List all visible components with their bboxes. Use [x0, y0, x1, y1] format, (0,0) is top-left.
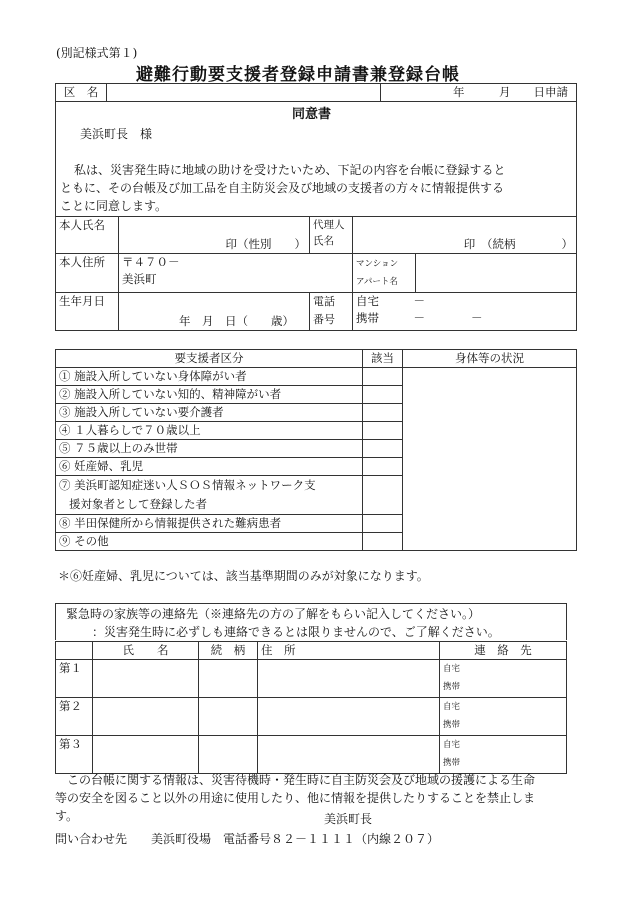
name-label: 本人氏名 [56, 217, 119, 254]
usage-notice [55, 771, 585, 825]
applicable-checkbox[interactable] [363, 440, 403, 458]
relation-header: 続 柄 [199, 642, 258, 660]
contact-row-label: 第２ [56, 698, 93, 736]
support-item: ④ １人暮らしで７０歳以上 [56, 422, 363, 440]
postal-code: 〒４７０－ [122, 255, 180, 269]
district-input[interactable] [107, 84, 381, 102]
applicable-checkbox[interactable] [363, 515, 403, 533]
town-name: 美浜町 [122, 272, 157, 286]
district-date-row [55, 83, 577, 102]
support-item: ② 施設入所していない知的、精神障がい者 [56, 386, 363, 404]
address-input[interactable] [258, 660, 440, 698]
support-category-table [55, 349, 577, 551]
applicable-checkbox[interactable] [363, 476, 403, 515]
contact-row-label: 第３ [56, 736, 93, 774]
support-item: ⑤ ７５歳以上のみ世帯 [56, 440, 363, 458]
applicable-checkbox[interactable] [363, 533, 403, 551]
consent-line-3: ことに同意します。 [60, 199, 168, 213]
application-date[interactable]: 年 月 日申請 [381, 84, 577, 102]
consent-heading: 同意書 [292, 107, 332, 122]
apartment-label: マンション アパート名 [353, 254, 416, 292]
applicable-checkbox[interactable] [363, 422, 403, 440]
phone-input[interactable] [353, 293, 577, 331]
applicable-checkbox[interactable] [363, 458, 403, 476]
support-item: ⑧ 半田保健所から情報提供された難病患者 [56, 515, 363, 533]
proxy-label: 代理人 氏名 [310, 217, 353, 254]
consent-line-2: ともに、その台帳及び加工品を自主防災会及び地域の支援者の方々に情報提供する [60, 181, 505, 195]
support-note: ＊⑥妊産婦、乳児については、該当基準期間のみが対象になります。 [58, 569, 429, 583]
row-label-header [56, 642, 93, 660]
page-title: 避難行動要支援者登録申請書兼登録台帳 [136, 65, 460, 85]
address-input[interactable] [119, 254, 353, 293]
home-phone: 自宅 － [356, 294, 425, 308]
form-number: (別記様式第１) [56, 46, 138, 60]
applicable-checkbox[interactable] [363, 368, 403, 386]
address-header: 住 所 [258, 642, 440, 660]
notice-line-2: 等の安全を図ること以外の用途に使用したり、他に情報を提供したりすることを禁止しま [55, 791, 536, 805]
address-label: 本人住所 [56, 254, 119, 293]
applicable-checkbox[interactable] [363, 404, 403, 422]
support-item: ⑥ 妊産婦、乳児 [56, 458, 363, 476]
apartment-cell [353, 254, 577, 293]
birthdate-label: 生年月日 [56, 293, 119, 331]
applicable-header: 該当 [363, 350, 403, 368]
relation-input[interactable] [199, 736, 258, 774]
relation-input[interactable] [199, 698, 258, 736]
seal-relation: 印 （続柄 ） [463, 237, 573, 251]
address-input[interactable] [258, 736, 440, 774]
applicant-info-table [55, 216, 577, 331]
phone-label: 電話 番号 [310, 293, 353, 331]
notice-line-3: す。 [55, 809, 79, 823]
support-item: ③ 施設入所していない要介護者 [56, 404, 363, 422]
contact-row-label: 第１ [56, 660, 93, 698]
proxy-name-input[interactable] [353, 217, 577, 254]
consent-body [60, 161, 575, 215]
condition-input[interactable] [403, 368, 577, 551]
emergency-subheading: ：災害発生時に必ずしも連絡できるとは限りませんので、ご了解ください。 [92, 625, 500, 639]
condition-header: 身体等の状況 [403, 350, 577, 368]
consent-addressee: 美浜町長 様 [80, 127, 153, 141]
mobile-phone: 携帯 － － [356, 311, 483, 325]
consent-line-1: 私は、災害発生時に地域の助けを受けたいため、下記の内容を台帳に登録すると [74, 163, 506, 177]
contact-header: 連 絡 先 [440, 642, 567, 660]
support-item: ⑨ その他 [56, 533, 363, 551]
address-input[interactable] [258, 698, 440, 736]
emergency-heading: 緊急時の家族等の連絡先（※連絡先の方の了解をもらい記入してください。） [66, 607, 481, 621]
apartment-input[interactable] [416, 254, 576, 292]
relation-input[interactable] [199, 660, 258, 698]
support-item: ⑦ 美浜町認知症迷い人ＳＯＳ情報ネットワーク支 援対象者として登録した者 [56, 476, 363, 515]
contact-name-header: 氏 名 [93, 642, 199, 660]
contact-name-input[interactable] [93, 698, 199, 736]
contact-name-input[interactable] [93, 736, 199, 774]
emergency-contacts-table [55, 641, 567, 774]
contact-info: 問い合わせ先 美浜町役場 電話番号８２－１１１１（内線２０７） [55, 832, 440, 846]
birthdate-input[interactable]: 年 月 日（ 歳） [119, 293, 310, 331]
contact-name-input[interactable] [93, 660, 199, 698]
contact-phone-input[interactable]: 自宅 携帯 [440, 660, 567, 698]
support-category-header: 要支援者区分 [56, 350, 363, 368]
contact-phone-input[interactable]: 自宅 携帯 [440, 698, 567, 736]
signer: 美浜町長 [324, 812, 373, 826]
name-input[interactable] [119, 217, 310, 254]
support-item: ① 施設入所していない身体障がい者 [56, 368, 363, 386]
district-label: 区 名 [56, 84, 107, 102]
applicable-checkbox[interactable] [363, 386, 403, 404]
seal-gender: 印（性別 ） [225, 237, 306, 251]
contact-phone-input[interactable]: 自宅 携帯 [440, 736, 567, 774]
notice-line-1: この台帳に関する情報は、災害待機時・発生時に自主防災会及び地域の援護による生命 [67, 773, 536, 787]
